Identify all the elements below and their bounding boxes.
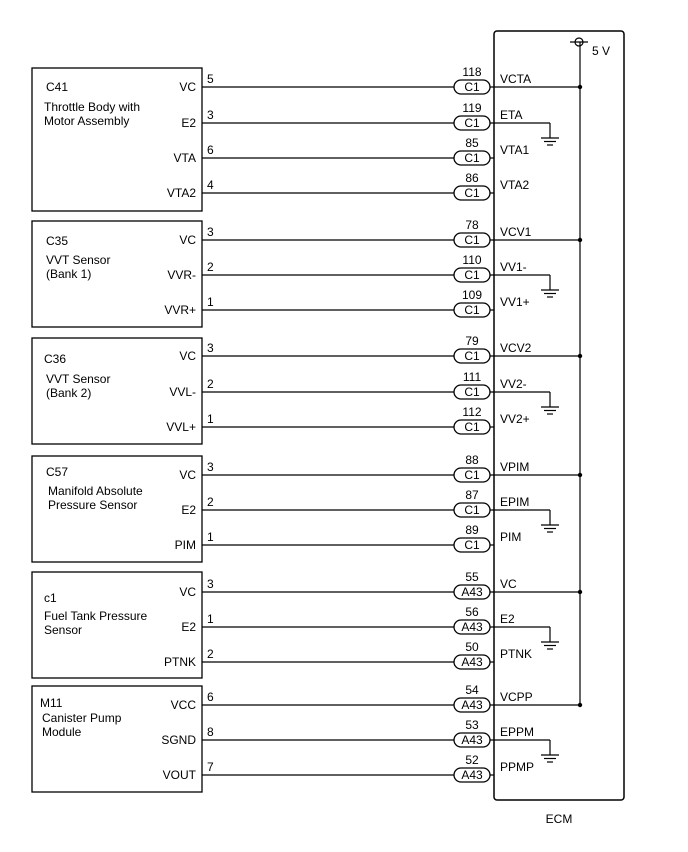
ecm-terminal-label: VPIM bbox=[500, 460, 530, 474]
wire-vcta bbox=[179, 65, 531, 94]
component-pin-label: VVR+ bbox=[164, 303, 196, 317]
component-code: M11 bbox=[40, 696, 63, 710]
wire-pin-number: 1 bbox=[207, 412, 214, 426]
ecm-terminal-label: EPPM bbox=[500, 725, 535, 739]
ecm-terminal-number: 119 bbox=[462, 101, 482, 115]
ecm-terminal-number: 50 bbox=[465, 640, 479, 654]
ecm-terminal-label: VTA2 bbox=[500, 178, 530, 192]
ground-icon bbox=[541, 755, 559, 762]
component-code: c1 bbox=[44, 591, 57, 605]
wire-e2 bbox=[181, 605, 515, 634]
component-pin-label: E2 bbox=[181, 116, 196, 130]
wire-pin-number: 2 bbox=[207, 377, 214, 391]
ecm-terminal-number: 52 bbox=[465, 753, 479, 767]
wire-ppmp bbox=[163, 753, 534, 782]
wire-pin-number: 6 bbox=[207, 143, 214, 157]
wire-pin-number: 3 bbox=[207, 108, 214, 122]
ecm-terminal-label: E2 bbox=[500, 612, 515, 626]
ground-icon bbox=[541, 290, 559, 297]
wire-pin-number: 5 bbox=[207, 72, 214, 86]
connector-code: C1 bbox=[464, 349, 480, 363]
component-pin-label: VTA2 bbox=[166, 186, 196, 200]
component-pin-label: VVR- bbox=[167, 268, 196, 282]
connector-code: C1 bbox=[464, 503, 480, 517]
connector-code: A43 bbox=[461, 698, 483, 712]
ecm-terminal-label: VC bbox=[500, 577, 517, 591]
connector-code: A43 bbox=[461, 733, 483, 747]
ecm-terminal-number: 87 bbox=[465, 488, 479, 502]
wire-vta2 bbox=[167, 171, 530, 200]
ecm-terminal-number: 118 bbox=[462, 65, 482, 79]
component-pin-label: VCC bbox=[170, 698, 196, 712]
wire-pin-number: 2 bbox=[207, 260, 214, 274]
component-pin-label: VOUT bbox=[162, 768, 196, 782]
component-pin-label: VC bbox=[179, 233, 196, 247]
component-pin-label: PTNK bbox=[163, 655, 196, 669]
component-pin-label: E2 bbox=[181, 620, 196, 634]
component-name-line: Manifold Absolute bbox=[48, 484, 143, 498]
component-pin-label: SGND bbox=[161, 733, 196, 747]
ecm-terminal-label: VV1+ bbox=[500, 295, 530, 309]
wire-vcpp bbox=[171, 683, 533, 712]
ecm-terminal-label: PIM bbox=[500, 530, 522, 544]
wire-vv1- bbox=[167, 253, 526, 282]
supply-symbol-icon bbox=[570, 38, 588, 46]
ecm-terminal-label: VV1- bbox=[500, 260, 527, 274]
ecm-terminal-number: 88 bbox=[465, 453, 479, 467]
ecm-terminal-number: 109 bbox=[461, 288, 483, 302]
component-name-line: Canister Pump bbox=[42, 711, 122, 725]
ecm-terminal-number: 85 bbox=[465, 136, 479, 150]
ecm-terminal-number: 55 bbox=[465, 570, 479, 584]
ecm-terminal-label: PPMP bbox=[500, 760, 535, 774]
ecm-label: ECM bbox=[545, 812, 573, 826]
ground-icon bbox=[541, 407, 559, 414]
connector-code: C1 bbox=[464, 186, 480, 200]
wire-vta1 bbox=[174, 136, 530, 165]
ecm-terminal-number: 111 bbox=[462, 370, 482, 384]
wire-eppm bbox=[161, 718, 534, 747]
wire-pin-number: 3 bbox=[207, 460, 214, 474]
wire-pin-number: 7 bbox=[207, 760, 214, 774]
component-code: C57 bbox=[46, 465, 69, 479]
component-c57 bbox=[32, 453, 529, 562]
wire-vv1+ bbox=[164, 288, 529, 317]
ecm-terminal-label: VV2+ bbox=[500, 412, 530, 426]
component-pin-label: E2 bbox=[181, 503, 196, 517]
wire-vcv1 bbox=[179, 218, 531, 247]
connector-code: C1 bbox=[464, 538, 480, 552]
component-name-line: (Bank 2) bbox=[46, 386, 92, 400]
connector-code: A43 bbox=[461, 768, 483, 782]
component-pin-label: VTA bbox=[173, 151, 196, 165]
component-pin-label: VC bbox=[179, 468, 196, 482]
wire-vcv2 bbox=[179, 334, 531, 363]
ecm-terminal-label: VCTA bbox=[500, 72, 532, 86]
component-pin-label: PIM bbox=[174, 538, 196, 552]
component-name-line: Module bbox=[42, 725, 82, 739]
component-name-line: Pressure Sensor bbox=[48, 498, 138, 512]
component-code: C35 bbox=[46, 234, 69, 248]
component-name-line: VVT Sensor bbox=[46, 372, 111, 386]
component-pin-label: VVL+ bbox=[166, 420, 196, 434]
ground-icon bbox=[541, 525, 559, 532]
wire-eta bbox=[181, 101, 522, 130]
ecm-terminal-number: 110 bbox=[462, 253, 482, 267]
ecm-terminal-number: 56 bbox=[465, 605, 479, 619]
wire-pin-number: 1 bbox=[207, 530, 214, 544]
connector-code: C1 bbox=[464, 268, 480, 282]
wire-vc bbox=[179, 570, 517, 599]
component-pin-label: VVL- bbox=[169, 385, 196, 399]
connector-code: C1 bbox=[464, 468, 480, 482]
ecm-terminal-label: PTNK bbox=[500, 647, 533, 661]
ecm-terminal-label: VCPP bbox=[500, 690, 533, 704]
wire-pin-number: 4 bbox=[207, 178, 214, 192]
component-name-line: Sensor bbox=[44, 623, 83, 637]
wire-epim bbox=[181, 488, 529, 517]
component-name-line: Fuel Tank Pressure bbox=[44, 609, 148, 623]
connector-code: A43 bbox=[461, 655, 483, 669]
wire-ptnk bbox=[164, 640, 532, 669]
connector-code: A43 bbox=[461, 585, 483, 599]
ground-icon bbox=[541, 138, 559, 145]
ecm-terminal-label: VCV2 bbox=[500, 341, 532, 355]
wire-pin-number: 6 bbox=[207, 690, 214, 704]
ecm-terminal-number: 79 bbox=[465, 334, 479, 348]
wire-pin-number: 3 bbox=[207, 225, 214, 239]
connector-code: C1 bbox=[464, 151, 480, 165]
wire-vv2- bbox=[169, 370, 526, 399]
wire-pim bbox=[175, 523, 522, 552]
component-pin-label: VC bbox=[179, 80, 196, 94]
wire-pin-number: 3 bbox=[207, 341, 214, 355]
connector-code: C1 bbox=[464, 233, 480, 247]
ecm-terminal-number: 89 bbox=[465, 523, 479, 537]
component-code: C41 bbox=[46, 80, 69, 94]
wire-pin-number: 1 bbox=[207, 295, 214, 309]
component-name-line: Motor Assembly bbox=[44, 114, 130, 128]
ecm-terminal-label: VCV1 bbox=[500, 225, 532, 239]
ecm-terminal-number: 54 bbox=[465, 683, 479, 697]
wire-pin-number: 8 bbox=[207, 725, 214, 739]
connector-code: C1 bbox=[464, 385, 480, 399]
ecm-terminal-label: ETA bbox=[500, 108, 523, 122]
ecm-terminal-number: 86 bbox=[465, 171, 479, 185]
wire-vpim bbox=[179, 453, 529, 482]
connector-code: C1 bbox=[464, 303, 480, 317]
component-c35 bbox=[32, 218, 532, 327]
ground-icon bbox=[541, 642, 559, 649]
ecm-terminal-number: 53 bbox=[465, 718, 479, 732]
connector-code: C1 bbox=[464, 116, 480, 130]
ecm-terminal-number: 112 bbox=[462, 405, 482, 419]
component-pin-label: VC bbox=[179, 585, 196, 599]
connector-code: C1 bbox=[464, 80, 480, 94]
ecm-terminal-label: VTA1 bbox=[500, 143, 530, 157]
wire-pin-number: 2 bbox=[207, 495, 214, 509]
wire-pin-number: 1 bbox=[207, 612, 214, 626]
wire-pin-number: 3 bbox=[207, 577, 214, 591]
component-pin-label: VC bbox=[179, 349, 196, 363]
ecm-terminal-number: 78 bbox=[465, 218, 479, 232]
component-name-line: Throttle Body with bbox=[44, 100, 141, 114]
ecm-terminal-label: EPIM bbox=[500, 495, 530, 509]
component-m11 bbox=[32, 683, 534, 792]
wire-pin-number: 2 bbox=[207, 647, 214, 661]
connector-code: A43 bbox=[461, 620, 483, 634]
component-name-line: VVT Sensor bbox=[46, 253, 111, 267]
component-layer bbox=[32, 65, 534, 792]
wire-vv2+ bbox=[166, 405, 529, 434]
connector-code: C1 bbox=[464, 420, 480, 434]
ecm-terminal-label: VV2- bbox=[500, 377, 527, 391]
component-code: C36 bbox=[44, 352, 67, 366]
supply-voltage-label: 5 V bbox=[592, 44, 611, 58]
component-name-line: (Bank 1) bbox=[46, 267, 92, 281]
